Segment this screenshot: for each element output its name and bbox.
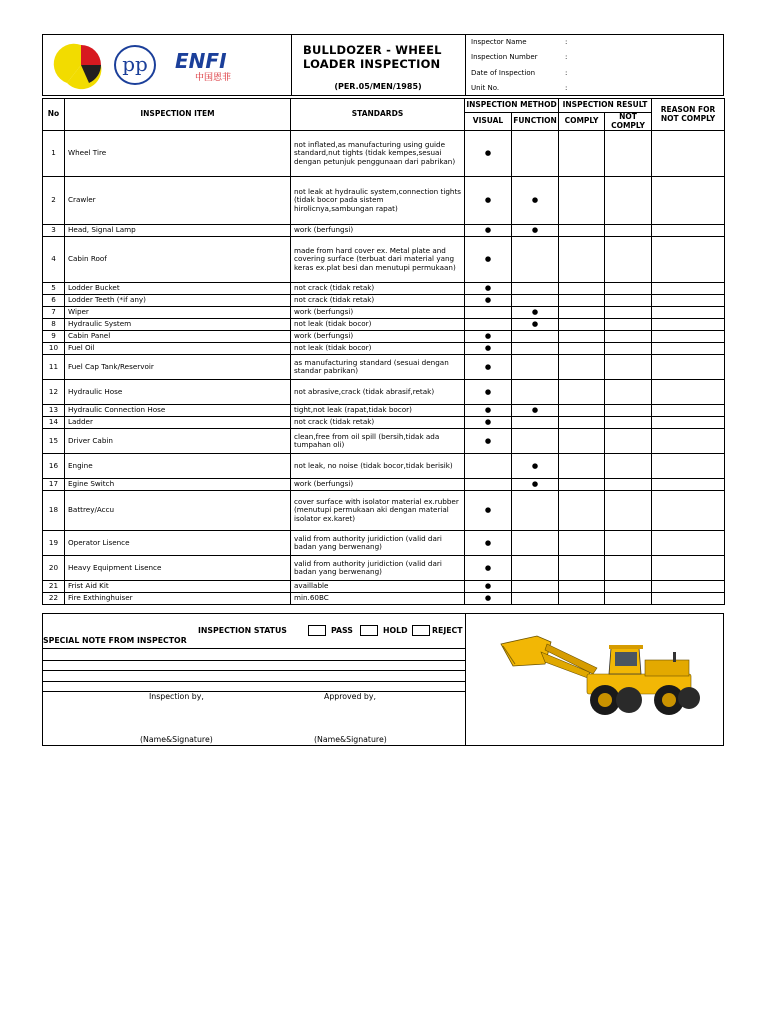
pp-logo-text: pp	[122, 52, 148, 76]
comply-cell[interactable]	[559, 237, 605, 283]
inspector-name-label: Inspector Name	[471, 38, 527, 46]
comply-cell[interactable]	[559, 491, 605, 531]
reason-cell[interactable]	[652, 295, 725, 307]
note-line-2[interactable]	[43, 660, 465, 661]
table-row	[43, 405, 725, 417]
table-row	[43, 237, 725, 283]
visual-check: ●	[465, 131, 512, 177]
title-area	[291, 35, 466, 95]
row-number: 15	[43, 429, 65, 454]
row-number: 4	[43, 237, 65, 283]
row-inspection-item: Battrey/Accu	[65, 491, 291, 531]
note-line-3[interactable]	[43, 670, 465, 671]
not-comply-cell[interactable]	[605, 593, 652, 605]
comply-cell[interactable]	[559, 331, 605, 343]
visual-check	[465, 319, 512, 331]
table-row	[43, 355, 725, 380]
inspection-date-label: Date of Inspection	[471, 69, 536, 77]
row-inspection-item: Frist Aid Kit	[65, 581, 291, 593]
visual-check: ●	[465, 593, 512, 605]
comply-cell[interactable]	[559, 581, 605, 593]
function-check	[512, 237, 559, 283]
row-number: 18	[43, 491, 65, 531]
function-check: ●	[512, 319, 559, 331]
row-standard: cover surface with isolator material ex.rubber (menutupi permukaan aki dengan material isolator ex.karet)	[291, 491, 465, 531]
reason-cell[interactable]	[652, 593, 725, 605]
row-standard: not leak (tidak bocor)	[291, 343, 465, 355]
visual-check: ●	[465, 556, 512, 581]
approver-signature[interactable]: (Name&Signature)	[314, 735, 387, 744]
table-row	[43, 225, 725, 237]
row-number: 7	[43, 307, 65, 319]
reason-cell[interactable]	[652, 581, 725, 593]
col-reason: REASON FOR NOT COMPLY	[652, 99, 725, 131]
row-standard: work (berfungsi)	[291, 331, 465, 343]
comply-cell[interactable]	[559, 343, 605, 355]
reason-cell[interactable]	[652, 319, 725, 331]
comply-cell[interactable]	[559, 225, 605, 237]
row-inspection-item: Head, Signal Lamp	[65, 225, 291, 237]
table-row	[43, 295, 725, 307]
row-standard: work (berfungsi)	[291, 307, 465, 319]
visual-check: ●	[465, 225, 512, 237]
reason-cell[interactable]	[652, 331, 725, 343]
col-not-comply: NOT COMPLY	[605, 113, 652, 131]
not-comply-cell[interactable]	[605, 355, 652, 380]
row-inspection-item: Engine	[65, 454, 291, 479]
visual-check: ●	[465, 581, 512, 593]
col-inspection-item: INSPECTION ITEM	[65, 99, 291, 131]
function-check: ●	[512, 405, 559, 417]
reason-cell[interactable]	[652, 491, 725, 531]
table-row	[43, 454, 725, 479]
visual-check: ●	[465, 405, 512, 417]
function-check	[512, 131, 559, 177]
not-comply-cell[interactable]	[605, 319, 652, 331]
row-number: 14	[43, 417, 65, 429]
approved-by-label: Approved by,	[324, 692, 376, 701]
row-number: 16	[43, 454, 65, 479]
reason-cell[interactable]	[652, 429, 725, 454]
row-standard: tight,not leak (rapat,tidak bocor)	[291, 405, 465, 417]
note-line-5[interactable]	[43, 691, 465, 692]
reason-cell[interactable]	[652, 479, 725, 491]
row-standard: clean,free from oil spill (bersih,tidak ada tumpahan oli)	[291, 429, 465, 454]
col-inspection-method: INSPECTION METHOD	[465, 99, 559, 113]
not-comply-cell[interactable]	[605, 177, 652, 225]
inspector-name-field[interactable]: :	[565, 38, 568, 46]
visual-check	[465, 307, 512, 319]
row-number: 22	[43, 593, 65, 605]
comply-cell[interactable]	[559, 295, 605, 307]
comply-cell[interactable]	[559, 307, 605, 319]
row-inspection-item: Wheel Tire	[65, 131, 291, 177]
reason-cell[interactable]	[652, 556, 725, 581]
col-function: FUNCTION	[512, 113, 559, 131]
comply-cell[interactable]	[559, 479, 605, 491]
row-standard: not inflated,as manufacturing using guide standard,nut tights (tidak kempes,sesuai dengan petunjuk penggunaan dari pabrikan)	[291, 131, 465, 177]
reason-cell[interactable]	[652, 177, 725, 225]
comply-cell[interactable]	[559, 417, 605, 429]
row-number: 1	[43, 131, 65, 177]
visual-check: ●	[465, 417, 512, 429]
row-number: 11	[43, 355, 65, 380]
comply-cell[interactable]	[559, 177, 605, 225]
row-number: 13	[43, 405, 65, 417]
inspection-number-field[interactable]: :	[565, 53, 568, 61]
not-comply-cell[interactable]	[605, 131, 652, 177]
visual-check: ●	[465, 295, 512, 307]
table-row	[43, 531, 725, 556]
enfi-cn-text: 中国恩菲	[195, 73, 232, 83]
comply-cell[interactable]	[559, 429, 605, 454]
enfi-brand-text: ENFI	[175, 49, 227, 73]
row-standard: valid from authority juridiction (valid dari badan yang berwenang)	[291, 556, 465, 581]
comply-cell[interactable]	[559, 355, 605, 380]
comply-cell[interactable]	[559, 556, 605, 581]
function-check: ●	[512, 225, 559, 237]
row-number: 10	[43, 343, 65, 355]
visual-check: ●	[465, 343, 512, 355]
reason-cell[interactable]	[652, 225, 725, 237]
visual-check	[465, 479, 512, 491]
table-row	[43, 581, 725, 593]
special-note-label: SPECIAL NOTE FROM INSPECTOR	[43, 636, 187, 645]
function-check	[512, 556, 559, 581]
row-inspection-item: Hydraulic System	[65, 319, 291, 331]
pass-checkbox[interactable]	[308, 625, 326, 636]
inspection-date-field[interactable]: :	[565, 69, 568, 77]
reason-cell[interactable]	[652, 531, 725, 556]
reject-checkbox[interactable]	[412, 625, 430, 636]
table-row	[43, 417, 725, 429]
footer-divider	[465, 614, 466, 745]
visual-check: ●	[465, 429, 512, 454]
footer-section	[42, 613, 724, 746]
reason-cell[interactable]	[652, 237, 725, 283]
note-line-4[interactable]	[43, 681, 465, 682]
reason-cell[interactable]	[652, 343, 725, 355]
comply-cell[interactable]	[559, 131, 605, 177]
not-comply-cell[interactable]	[605, 491, 652, 531]
reason-cell[interactable]	[652, 307, 725, 319]
inspector-signature[interactable]: (Name&Signature)	[140, 735, 213, 744]
reason-cell[interactable]	[652, 417, 725, 429]
inspection-table	[42, 98, 725, 605]
comply-cell[interactable]	[559, 454, 605, 479]
function-check	[512, 343, 559, 355]
col-comply: COMPLY	[559, 113, 605, 131]
not-comply-cell[interactable]	[605, 331, 652, 343]
visual-check: ●	[465, 331, 512, 343]
row-inspection-item: Operator Lisence	[65, 531, 291, 556]
table-row	[43, 556, 725, 581]
row-standard: as manufacturing standard (sesuai dengan standar pabrikan)	[291, 355, 465, 380]
row-number: 21	[43, 581, 65, 593]
not-comply-cell[interactable]	[605, 531, 652, 556]
reason-cell[interactable]	[652, 454, 725, 479]
not-comply-cell[interactable]	[605, 454, 652, 479]
row-inspection-item: Cabin Roof	[65, 237, 291, 283]
row-inspection-item: Heavy Equipment Lisence	[65, 556, 291, 581]
function-check	[512, 380, 559, 405]
not-comply-cell[interactable]	[605, 295, 652, 307]
row-number: 2	[43, 177, 65, 225]
col-standards: STANDARDS	[291, 99, 465, 131]
form-title: BULLDOZER - WHEEL LOADER INSPECTION	[303, 43, 442, 71]
function-check: ●	[512, 307, 559, 319]
row-inspection-item: Fuel Cap Tank/Reservoir	[65, 355, 291, 380]
function-check: ●	[512, 177, 559, 225]
reason-cell[interactable]	[652, 380, 725, 405]
hold-checkbox[interactable]	[360, 625, 378, 636]
table-row	[43, 593, 725, 605]
row-standard: made from hard cover ex. Metal plate and covering surface (terbuat dari material yang keras ex.plat besi dan menutupi permukaan)	[291, 237, 465, 283]
logo-area	[43, 35, 292, 95]
row-inspection-item: Lodder Bucket	[65, 283, 291, 295]
row-standard: not crack (tidak retak)	[291, 417, 465, 429]
table-row	[43, 319, 725, 331]
table-row	[43, 479, 725, 491]
row-inspection-item: Driver Cabin	[65, 429, 291, 454]
not-comply-cell[interactable]	[605, 343, 652, 355]
row-standard: not leak, no noise (tidak bocor,tidak berisik)	[291, 454, 465, 479]
row-standard: work (berfungsi)	[291, 479, 465, 491]
visual-check: ●	[465, 380, 512, 405]
row-inspection-item: Lodder Teeth (*if any)	[65, 295, 291, 307]
note-line-1[interactable]	[43, 648, 465, 649]
inspection-number-label: Inspection Number	[471, 53, 538, 61]
row-inspection-item: Egine Switch	[65, 479, 291, 491]
comply-cell[interactable]	[559, 405, 605, 417]
reject-label: REJECT	[432, 626, 463, 635]
reason-cell[interactable]	[652, 283, 725, 295]
comply-cell[interactable]	[559, 593, 605, 605]
function-check	[512, 295, 559, 307]
wheel-loader-image	[493, 628, 703, 718]
row-number: 17	[43, 479, 65, 491]
row-inspection-item: Hydraulic Connection Hose	[65, 405, 291, 417]
row-number: 12	[43, 380, 65, 405]
not-comply-cell[interactable]	[605, 581, 652, 593]
visual-check: ●	[465, 283, 512, 295]
not-comply-cell[interactable]	[605, 380, 652, 405]
not-comply-cell[interactable]	[605, 405, 652, 417]
form-header	[42, 34, 724, 96]
table-row	[43, 177, 725, 225]
not-comply-cell[interactable]	[605, 307, 652, 319]
table-row	[43, 491, 725, 531]
function-check	[512, 429, 559, 454]
col-visual: VISUAL	[465, 113, 512, 131]
table-row	[43, 343, 725, 355]
not-comply-cell[interactable]	[605, 237, 652, 283]
comply-cell[interactable]	[559, 380, 605, 405]
function-check	[512, 355, 559, 380]
function-check	[512, 331, 559, 343]
row-standard: not leak at hydraulic system,connection tights (tidak bocor pada sistem hirolicnya,sambungan rapat)	[291, 177, 465, 225]
reason-cell[interactable]	[652, 131, 725, 177]
row-standard: not crack (tidak retak)	[291, 283, 465, 295]
row-inspection-item: Wiper	[65, 307, 291, 319]
row-number: 5	[43, 283, 65, 295]
visual-check: ●	[465, 177, 512, 225]
inspection-status-label: INSPECTION STATUS	[198, 626, 287, 635]
not-comply-cell[interactable]	[605, 417, 652, 429]
visual-check: ●	[465, 355, 512, 380]
inspection-by-label: Inspection by,	[149, 692, 204, 701]
row-inspection-item: Fuel Oil	[65, 343, 291, 355]
row-inspection-item: Ladder	[65, 417, 291, 429]
visual-check: ●	[465, 491, 512, 531]
function-check: ●	[512, 479, 559, 491]
reason-cell[interactable]	[652, 405, 725, 417]
comply-cell[interactable]	[559, 531, 605, 556]
row-number: 3	[43, 225, 65, 237]
function-check	[512, 593, 559, 605]
not-comply-cell[interactable]	[605, 225, 652, 237]
visual-check: ●	[465, 531, 512, 556]
row-inspection-item: Fire Exthinghuiser	[65, 593, 291, 605]
comply-cell[interactable]	[559, 283, 605, 295]
not-comply-cell[interactable]	[605, 556, 652, 581]
col-inspection-result: INSPECTION RESULT	[559, 99, 652, 113]
hold-label: HOLD	[383, 626, 408, 635]
row-standard: work (berfungsi)	[291, 225, 465, 237]
table-row	[43, 131, 725, 177]
table-row	[43, 331, 725, 343]
row-standard: not crack (tidak retak)	[291, 295, 465, 307]
table-row	[43, 429, 725, 454]
table-row	[43, 283, 725, 295]
row-number: 6	[43, 295, 65, 307]
regulation-number: (PER.05/MEN/1985)	[334, 82, 422, 91]
row-number: 8	[43, 319, 65, 331]
not-comply-cell[interactable]	[605, 429, 652, 454]
comply-cell[interactable]	[559, 319, 605, 331]
row-standard: min.60BC	[291, 593, 465, 605]
row-inspection-item: Cabin Panel	[65, 331, 291, 343]
row-number: 9	[43, 331, 65, 343]
function-check	[512, 531, 559, 556]
row-standard: valid from authority juridiction (valid dari badan yang berwenang)	[291, 531, 465, 556]
row-number: 20	[43, 556, 65, 581]
not-comply-cell[interactable]	[605, 479, 652, 491]
row-standard: not leak (tidak bocor)	[291, 319, 465, 331]
row-standard: not abrasive,crack (tidak abrasif,retak)	[291, 380, 465, 405]
function-check	[512, 283, 559, 295]
table-row	[43, 307, 725, 319]
company-logo-icon	[43, 35, 291, 95]
not-comply-cell[interactable]	[605, 283, 652, 295]
function-check	[512, 581, 559, 593]
function-check	[512, 491, 559, 531]
visual-check: ●	[465, 237, 512, 283]
table-row	[43, 380, 725, 405]
row-standard: availlable	[291, 581, 465, 593]
visual-check	[465, 454, 512, 479]
row-inspection-item: Hydraulic Hose	[65, 380, 291, 405]
function-check	[512, 417, 559, 429]
unit-no-label: Unit No.	[471, 84, 500, 92]
function-check: ●	[512, 454, 559, 479]
col-no: No	[43, 99, 65, 131]
pass-label: PASS	[331, 626, 353, 635]
row-number: 19	[43, 531, 65, 556]
unit-no-field[interactable]: :	[565, 84, 568, 92]
reason-cell[interactable]	[652, 355, 725, 380]
row-inspection-item: Crawler	[65, 177, 291, 225]
